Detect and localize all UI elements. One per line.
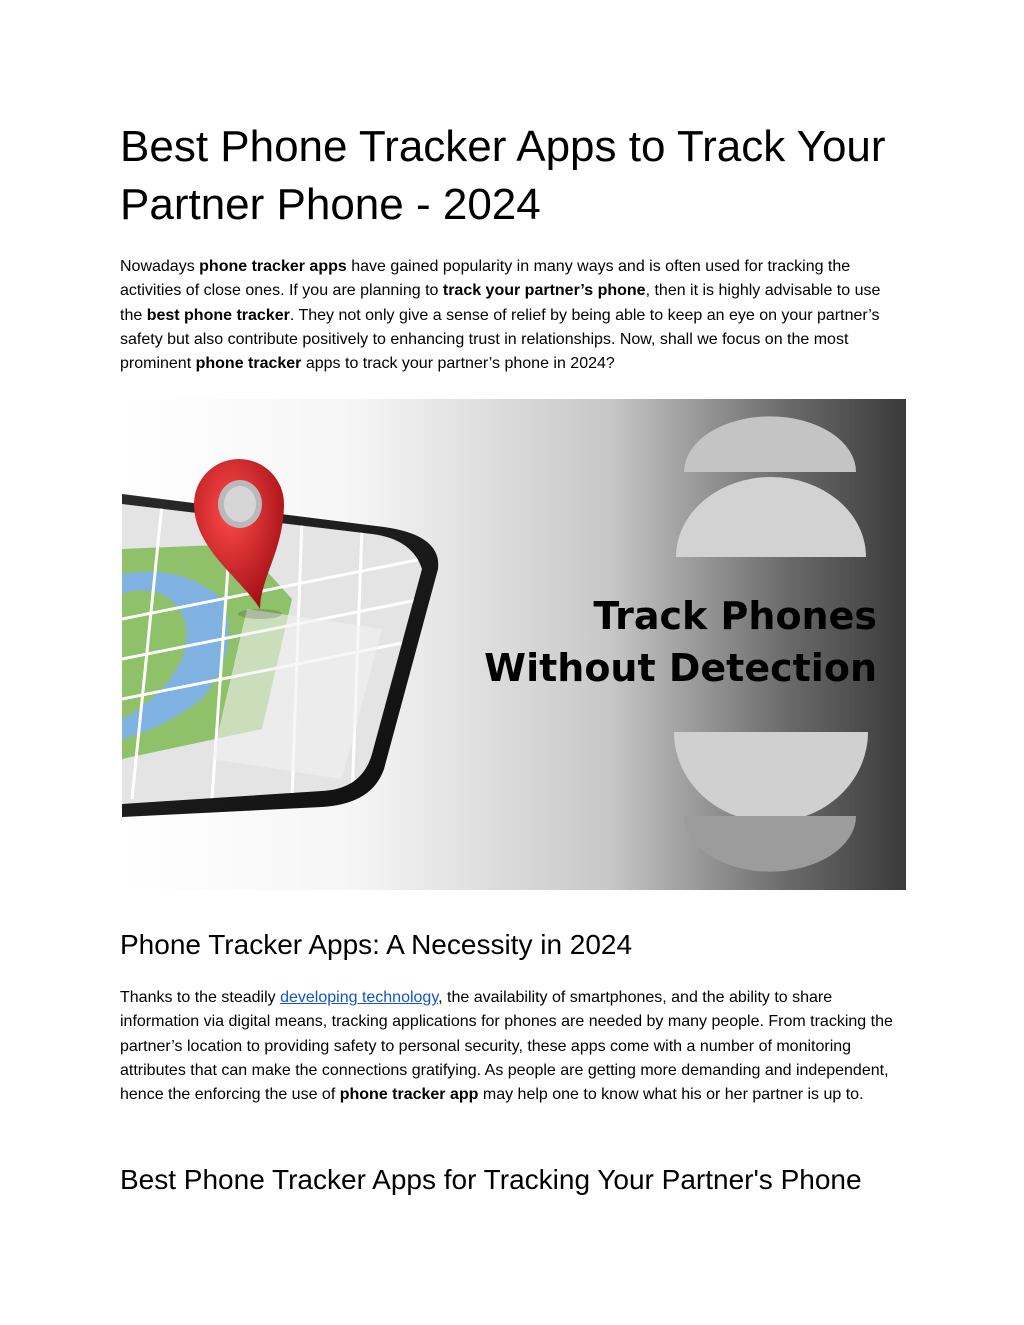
section-text: may help one to know what his or her partner is up to.	[478, 1086, 864, 1104]
intro-text: , then it is highly advisable to use the	[120, 282, 881, 324]
intro-paragraph	[120, 255, 906, 376]
intro-bold: track your partner’s phone	[442, 282, 646, 300]
intro-text: . They not only give a sense of relief by being able to keep an eye on your partner’s safety but also contribute positively to enhancing trust in relationships. Now, shall we focus on the most prominent	[120, 306, 880, 373]
section-heading: Phone Tracker Apps: A Necessity in 2024	[120, 929, 633, 960]
developing-technology-link[interactable]: developing technology	[280, 989, 439, 1006]
intro-bold: phone tracker apps	[199, 258, 347, 275]
hero-image	[122, 399, 906, 890]
hero-title-line2: Without Detection	[484, 646, 877, 690]
intro-text: Nowadays	[120, 258, 200, 275]
page-title: Best Phone Tracker Apps to Track Your Partner Phone - 2024	[120, 122, 886, 229]
intro-text: apps to track your partner’s phone in 2024?	[301, 355, 615, 373]
intro-bold: phone tracker	[195, 355, 302, 373]
section-heading: Best Phone Tracker Apps for Tracking Your Partner's Phone	[120, 1164, 862, 1195]
intro-bold: best phone tracker	[146, 306, 290, 324]
hero-title-line1: Track Phones	[593, 594, 877, 638]
intro-text: have gained popularity in many ways and is often used for tracking the activities of close ones. If you are planning to	[120, 258, 851, 300]
section-bold: phone tracker app	[339, 1086, 479, 1104]
section-text: Thanks to the steadily	[120, 989, 281, 1006]
section-paragraph	[120, 986, 906, 1107]
section-text: , the availability of smartphones, and the ability to share information via digital means, tracking applications for phones are needed by many people. From tracking the partner’s location to providing safety to personal security, these apps come with a number of monitoring attributes that can make the connections gratifying. As people are getting more demanding and independent, hence the enforcing the use of	[120, 989, 893, 1104]
